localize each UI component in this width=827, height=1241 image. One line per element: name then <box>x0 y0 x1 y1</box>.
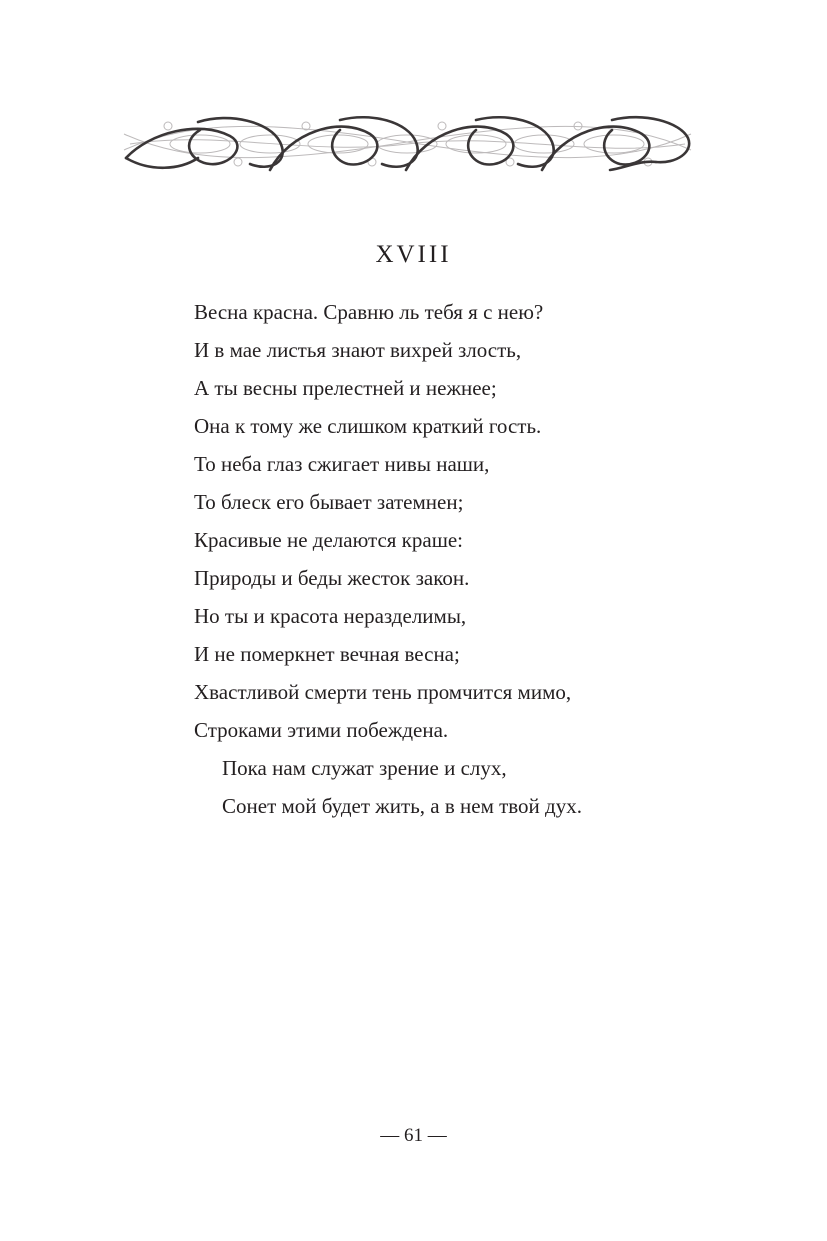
poem-line: Но ты и красота неразделимы, <box>194 604 467 628</box>
poem-line: Хвастливой смерти тень промчится мимо, <box>194 680 572 704</box>
ornamental-divider-icon <box>120 112 695 176</box>
poem-line: И не померкнет вечная весна; <box>194 642 460 666</box>
poem-line: То блеск его бывает затемнен; <box>194 490 464 514</box>
poem-line: Строками этими побеждена. <box>194 718 449 742</box>
poem-body <box>194 293 754 825</box>
poem-line: А ты весны прелестней и нежнее; <box>194 376 497 400</box>
couplet-line: Сонет мой будет жить, а в нем твой дух. <box>222 794 582 818</box>
poem-line: Весна красна. Сравню ль тебя я с нею? <box>194 300 544 324</box>
poem-line: Она к тому же слишком краткий гость. <box>194 414 542 438</box>
couplet-line: Пока нам служат зрение и слух, <box>222 756 507 780</box>
poem-line: Красивые не делаются краше: <box>194 528 464 552</box>
poem-line: И в мае листья знают вихрей злость, <box>194 338 522 362</box>
page-number: — 61 — <box>380 1125 447 1146</box>
poem-title: XVIII <box>375 241 452 268</box>
poem-line: То неба глаз сжигает нивы наши, <box>194 452 490 476</box>
poem-line: Природы и беды жесток закон. <box>194 566 470 590</box>
